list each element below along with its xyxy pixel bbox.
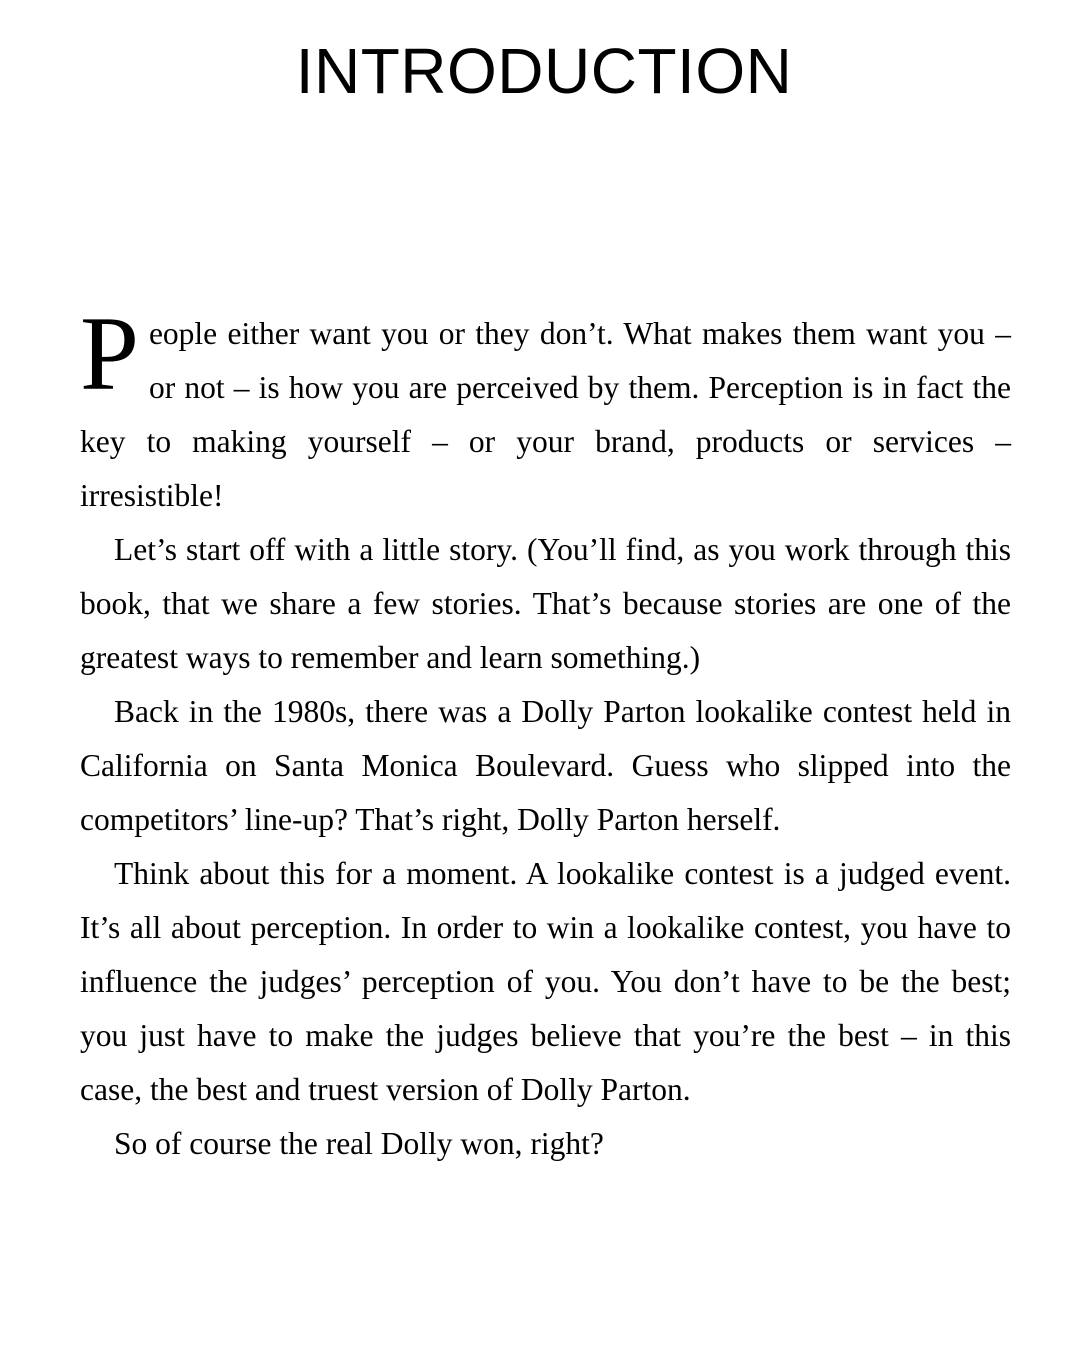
paragraph-2: Let’s start off with a little story. (You’ll find, as you work through this book, that we share a few stories. That’s because stories are one of the greatest ways to remember and learn something.) [80, 532, 1011, 675]
drop-cap: P [80, 295, 139, 412]
paragraph-1 [80, 295, 1011, 523]
paragraph-4: Think about this for a moment. A lookalike contest is a judged event. It’s all about perception. In order to win a lookalike contest, you have to influence the judges’ perception of you. You don’t have to be the best; you just have to make the judges believe that you’re the best – in this case, the best and truest version of Dolly Parton. [80, 856, 1011, 1107]
paragraph-1-text: eople either want you or they don’t. What makes them want you – or not – is how you are perceived by them. Perception is in fact the key to making yourself – or your brand, products or services – irresistible! [80, 316, 1011, 513]
paragraph-3: Back in the 1980s, there was a Dolly Parton lookalike contest held in California on Santa Monica Boulevard. Guess who slipped into the competitors’ line-up? That’s right, Dolly Parton herself. [80, 694, 1011, 837]
paragraph-5: So of course the real Dolly won, right? [114, 1126, 604, 1161]
chapter-title: INTRODUCTION [295, 35, 793, 107]
chapter-body [80, 295, 1011, 1171]
